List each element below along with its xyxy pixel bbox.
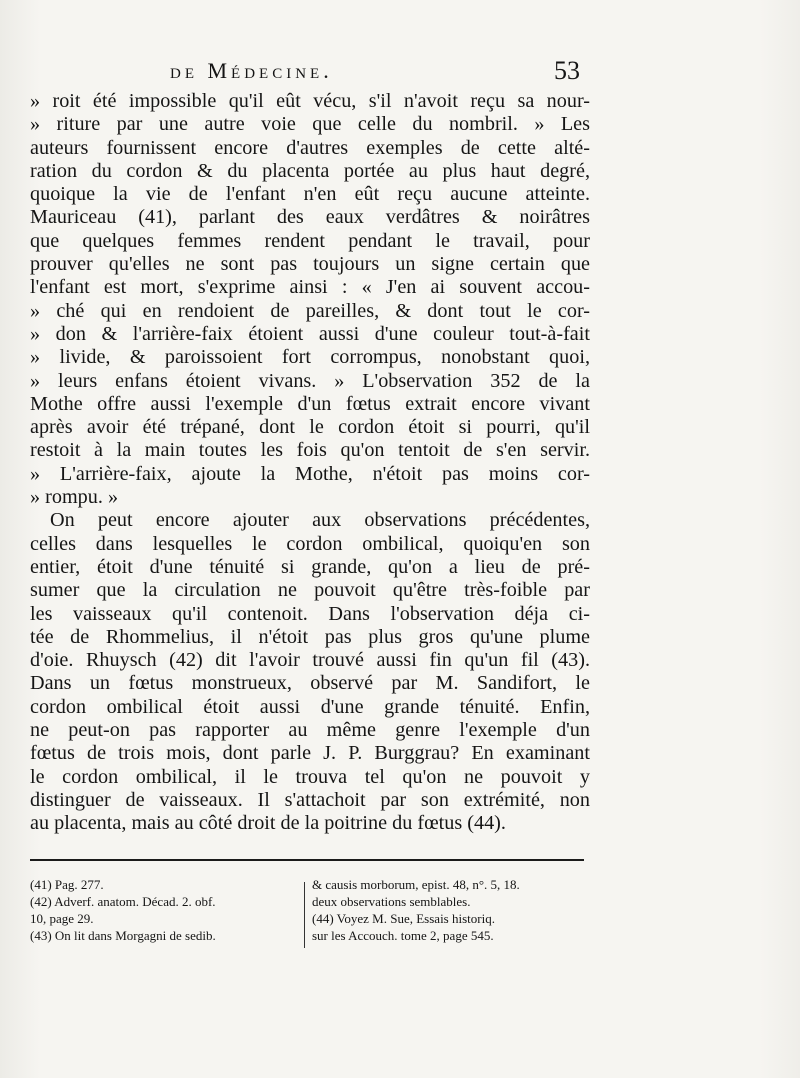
footnote-line: (44) Voyez M. Sue, Essais historiq. xyxy=(312,911,495,926)
text-line: tée de Rhommelius, il n'étoit pas plus gros qu'une plume xyxy=(30,625,590,648)
text-line: le cordon ombilical, il le trouva tel qu'on ne pouvoit y xyxy=(30,765,590,788)
footnote-line: (42) Adverf. anatom. Décad. 2. obf. xyxy=(30,894,216,909)
footnote-line: (43) On lit dans Morgagni de sedib. xyxy=(30,928,216,943)
text-line: Dans un fœtus monstrueux, observé par M. Sandifort, le xyxy=(30,672,590,695)
text-line: d'oie. Rhuysch (42) dit l'avoir trouvé aussi fin qu'un fil (43). xyxy=(30,649,590,672)
text-line: prouver qu'elles ne sont pas toujours un signe certain que xyxy=(30,253,590,276)
footnotes-right-column xyxy=(312,876,590,944)
text-line: » roit été impossible qu'il eût vécu, s'il n'avoit reçu sa nour- xyxy=(30,90,590,112)
text-line: les vaisseaux qu'il contenoit. Dans l'observation déja ci- xyxy=(30,602,590,625)
text-line: entier, étoit d'une ténuité si grande, qu'on a lieu de pré- xyxy=(30,555,590,578)
text-line: » livide, & paroissoient fort corrompus, nonobstant quoi, xyxy=(30,346,590,369)
text-line: après avoir été trépané, dont le cordon étoit si pourri, qu'il xyxy=(30,416,590,439)
footnote-rule xyxy=(30,859,584,861)
text-line: restoit à la main toutes les fois qu'on tentoit de s'en servir. xyxy=(30,439,590,462)
text-line: sumer que la circulation ne pouvoit qu'être très-foible par xyxy=(30,579,590,602)
text-line: auteurs fournissent encore d'autres exemples de cette alté- xyxy=(30,136,590,159)
text-line: ration du cordon & du placenta portée au plus haut degré, xyxy=(30,159,590,182)
footnote-line: sur les Accouch. tome 2, page 545. xyxy=(312,928,494,943)
footnote-line: 10, page 29. xyxy=(30,911,94,926)
text-line: » don & l'arrière-faix étoient aussi d'une couleur tout-à-fait xyxy=(30,322,590,345)
text-line: celles dans lesquelles le cordon ombilical, quoiqu'en son xyxy=(30,532,590,555)
footnotes-left-column xyxy=(30,876,300,944)
page-header xyxy=(170,58,580,92)
text-line: ne peut-on pas rapporter au même genre l'exemple d'un xyxy=(30,719,590,742)
text-line: » L'arrière-faix, ajoute la Mothe, n'étoit pas moins cor- xyxy=(30,462,590,485)
text-line: distinguer de vaisseaux. Il s'attachoit par son extrémité, non xyxy=(30,788,590,811)
text-line: Mauriceau (41), parlant des eaux verdâtres & noirâtres xyxy=(30,206,590,229)
footnote-line: deux observations semblables. xyxy=(312,894,471,909)
footnote-line: (41) Pag. 277. xyxy=(30,877,104,892)
text-line: » leurs enfans étoient vivans. » L'observation 352 de la xyxy=(30,369,590,392)
text-line: que quelques femmes rendent pendant le travail, pour xyxy=(30,229,590,252)
text-line: » ché qui en rendoient de pareilles, & dont tout le cor- xyxy=(30,299,590,322)
text-line: au placenta, mais au côté droit de la poitrine du fœtus (44). xyxy=(30,812,506,835)
text-line: » riture par une autre voie que celle du nombril. » Les xyxy=(30,113,590,136)
footnote-line: & causis morborum, epist. 48, n°. 5, 18. xyxy=(312,877,520,892)
paragraph-first-line: On peut encore ajouter aux observations précédentes, xyxy=(50,509,590,532)
footnote-column-divider xyxy=(304,882,305,948)
page-number: 53 xyxy=(554,56,580,85)
text-line: cordon ombilical étoit aussi d'une grande ténuité. Enfin, xyxy=(30,695,590,718)
body-text xyxy=(30,90,590,836)
text-line: fœtus de trois mois, dont parle J. P. Burggrau? En examinant xyxy=(30,742,590,765)
text-line: Mothe offre aussi l'exemple d'un fœtus extrait encore vivant xyxy=(30,392,590,415)
text-line: l'enfant est mort, s'exprime ainsi : « J'en ai souvent accou- xyxy=(30,276,590,299)
text-line: » rompu. » xyxy=(30,486,119,509)
text-line: quoique la vie de l'enfant n'en eût reçu aucune atteinte. xyxy=(30,183,590,206)
running-title: de Médecine. xyxy=(170,58,333,83)
footnotes xyxy=(30,876,590,956)
